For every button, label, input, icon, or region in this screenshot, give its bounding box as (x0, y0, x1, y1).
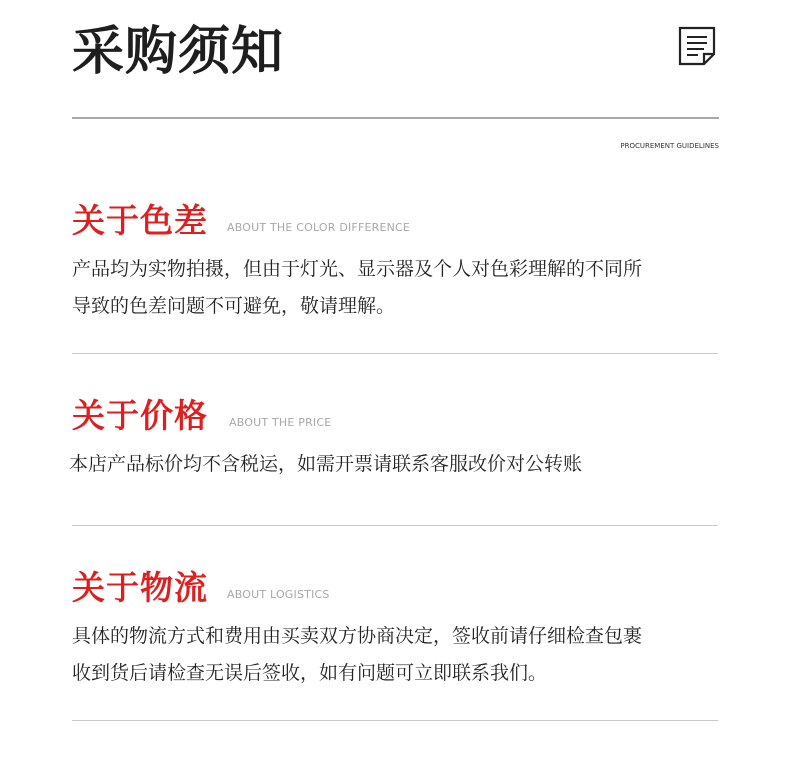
document-icon (678, 26, 716, 66)
page-title: 采购须知 (72, 22, 285, 82)
section-body (69, 446, 729, 483)
body-line: 本店产品标价均不含税运，如需开票请联系客服改价对公转账 (69, 453, 583, 475)
section-body (72, 618, 732, 692)
section-subtitle-en: ABOUT LOGISTICS (227, 588, 330, 601)
body-line: 产品均为实物拍摄，但由于灯光、显示器及个人对色彩理解的不同所 (72, 258, 643, 280)
section-divider (72, 353, 718, 354)
section-price (69, 394, 719, 475)
section-divider (72, 720, 718, 721)
body-line: 导致的色差问题不可避免，敬请理解。 (72, 295, 396, 317)
section-body (72, 251, 732, 325)
header-divider (72, 117, 719, 119)
section-logistics (72, 566, 719, 684)
body-line: 具体的物流方式和费用由买卖双方协商决定，签收前请仔细检查包裹 (72, 625, 643, 647)
section-title: 关于色差 (72, 201, 208, 240)
page-subtitle: PROCUREMENT GUIDELINES (620, 142, 719, 150)
section-title: 关于价格 (72, 396, 208, 435)
section-divider (72, 525, 718, 526)
body-line: 收到货后请检查无误后签收，如有问题可立即联系我们。 (72, 662, 548, 684)
section-color-difference (72, 199, 719, 317)
section-subtitle-en: ABOUT THE PRICE (229, 416, 332, 429)
section-title: 关于物流 (72, 568, 208, 607)
section-subtitle-en: ABOUT THE COLOR DIFFERENCE (227, 221, 411, 234)
